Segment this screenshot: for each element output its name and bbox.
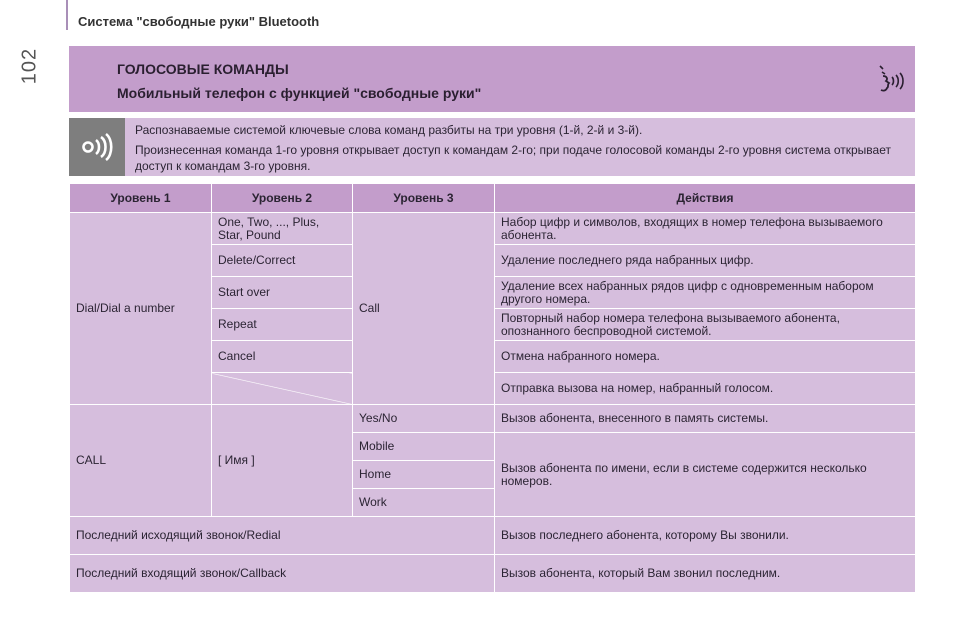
dial-level2-cell: Repeat: [212, 309, 353, 341]
call-action-cell: Вызов абонента, внесенного в память системы.: [495, 405, 916, 433]
call-level2-cell: [ Имя ]: [212, 405, 353, 517]
table-row: [70, 555, 916, 593]
dial-level2-cell: Cancel: [212, 341, 353, 373]
intro-panel: [69, 118, 915, 176]
call-level3-cell: Work: [353, 489, 495, 517]
redial-label-cell: Последний исходящий звонок/Redial: [70, 517, 495, 555]
dial-action-cell: Удаление всех набранных рядов цифр с одновременным набором другого номера.: [495, 277, 916, 309]
sidebar-accent-bar: [66, 0, 68, 30]
callback-action-cell: Вызов абонента, который Вам звонил последним.: [495, 555, 916, 593]
header-actions: Действия: [495, 184, 916, 213]
section-title: Система "свободные руки" Bluetooth: [78, 14, 320, 29]
empty-diagonal-cell: [212, 373, 353, 405]
voice-commands-table: [69, 183, 916, 593]
banner-subtitle: Мобильный телефон с функцией "свободные руки": [117, 85, 482, 101]
banner-title: ГОЛОСОВЫЕ КОМАНДЫ: [117, 61, 289, 77]
intro-line-1: Распознаваемые системой ключевые слова команд разбиты на три уровня (1-й, 2-й и 3-й).: [135, 123, 643, 137]
header-level-2: Уровень 2: [212, 184, 353, 213]
call-level3-cell: Mobile: [353, 433, 495, 461]
table-header-row: [70, 184, 916, 213]
dial-action-cell: Удаление последнего ряда набранных цифр.: [495, 245, 916, 277]
dial-level2-cell: One, Two, ..., Plus, Star, Pound: [212, 213, 353, 245]
intro-text: [135, 122, 905, 178]
call-level1-cell: CALL: [70, 405, 212, 517]
dial-action-cell: Отправка вызова на номер, набранный голосом.: [495, 373, 916, 405]
callback-label-cell: Последний входящий звонок/Callback: [70, 555, 495, 593]
table-row: [70, 213, 916, 245]
section-banner: [69, 46, 915, 112]
dial-level2-cell: Delete/Correct: [212, 245, 353, 277]
dial-action-cell: Набор цифр и символов, входящих в номер телефона вызываемого абонента.: [495, 213, 916, 245]
header-level-1: Уровень 1: [70, 184, 212, 213]
intro-line-2: Произнесенная команда 1-го уровня открывает доступ к командам 2-го; при подаче голосовой команды 2-го уровня система открывает доступ к командам 3-го уровня.: [135, 143, 891, 173]
call-level3-cell: Yes/No: [353, 405, 495, 433]
dial-level2-cell: Start over: [212, 277, 353, 309]
call-action-cell: Вызов абонента по имени, если в системе содержится несколько номеров.: [495, 433, 916, 517]
dial-action-cell: Отмена набранного номера.: [495, 341, 916, 373]
voice-command-icon: [69, 118, 125, 176]
redial-action-cell: Вызов последнего абонента, которому Вы звонили.: [495, 517, 916, 555]
dial-action-cell: Повторный набор номера телефона вызываемого абонента, опознанного беспроводной системой.: [495, 309, 916, 341]
voice-speaking-icon: [877, 64, 905, 96]
page-number: 102: [18, 47, 41, 85]
table-row: [70, 517, 916, 555]
dial-level1-cell: Dial/Dial a number: [70, 213, 212, 405]
call-level3-cell: Home: [353, 461, 495, 489]
dial-level3-cell: Call: [353, 213, 495, 405]
header-level-3: Уровень 3: [353, 184, 495, 213]
table-row: [70, 405, 916, 433]
